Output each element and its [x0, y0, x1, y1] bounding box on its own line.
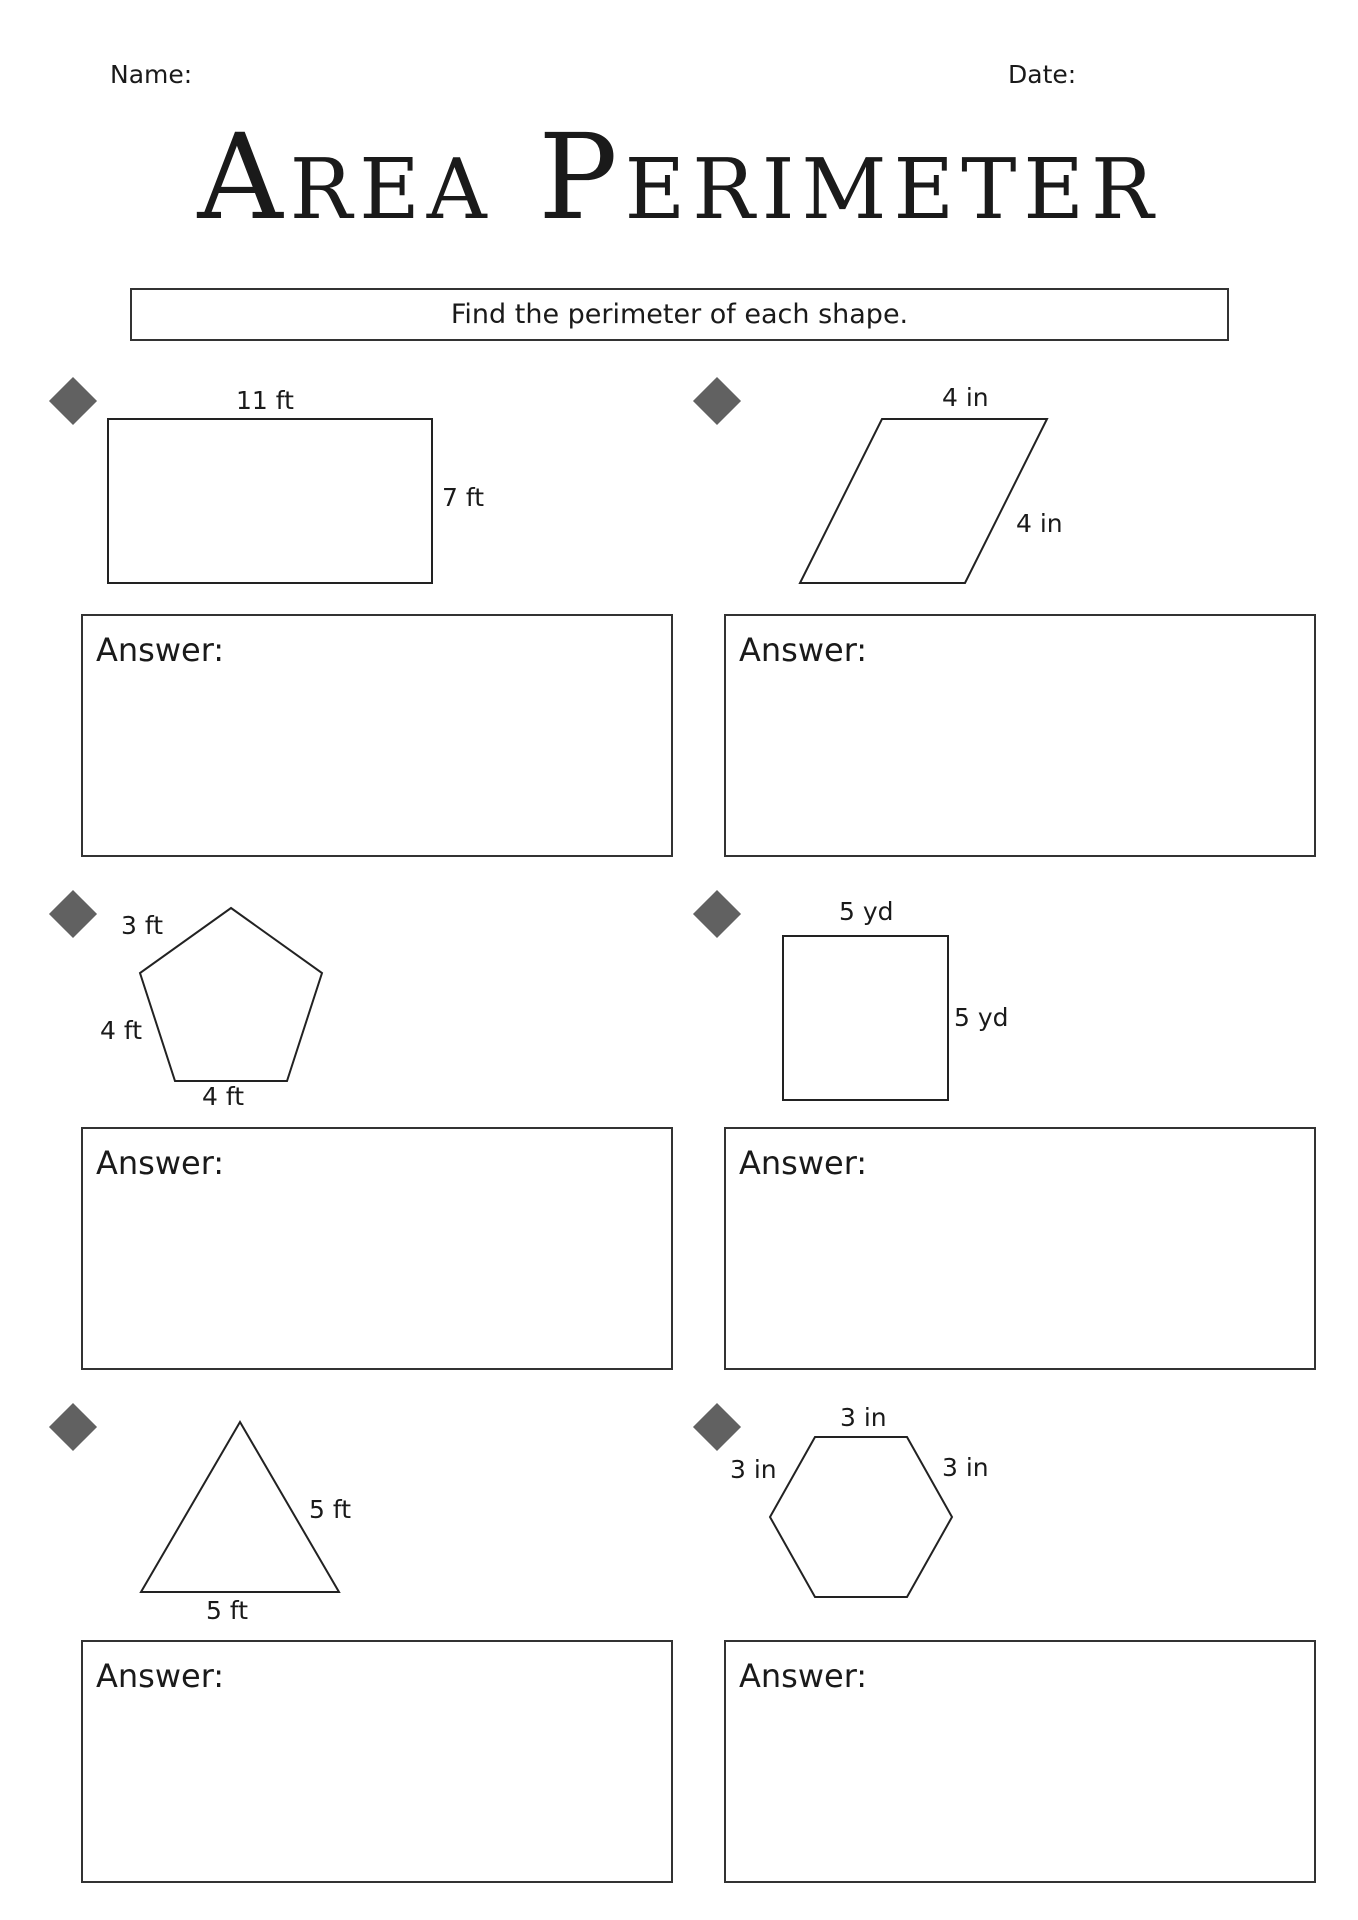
rectangle-shape: [108, 419, 432, 583]
triangle-side-label: 5 ft: [309, 1495, 352, 1524]
rhombus-side-label: 4 in: [1016, 509, 1063, 538]
square-top-label: 5 yd: [839, 897, 894, 926]
answer-box-6[interactable]: [724, 1640, 1316, 1883]
rectangle-side-label: 7 ft: [442, 483, 485, 512]
rhombus-shape: [800, 419, 1047, 583]
answer-box-4[interactable]: [724, 1127, 1316, 1370]
rectangle-top-label: 11 ft: [236, 386, 294, 415]
answer-box-5[interactable]: [81, 1640, 673, 1883]
answer-label: Answer:: [96, 631, 225, 669]
pentagon-top-side-label: 3 ft: [121, 911, 164, 940]
square-shape: [783, 936, 948, 1100]
answer-label: Answer:: [739, 1657, 868, 1695]
hexagon-left-label: 3 in: [730, 1455, 777, 1484]
answer-label: Answer:: [739, 631, 868, 669]
date-field-label: Date:: [1008, 60, 1077, 89]
name-field-label: Name:: [110, 60, 193, 89]
triangle-base-label: 5 ft: [206, 1596, 249, 1625]
square-side-label: 5 yd: [954, 1003, 1009, 1032]
answer-box-2[interactable]: [724, 614, 1316, 857]
pentagon-left-side-label: 4 ft: [100, 1016, 143, 1045]
answer-box-1[interactable]: [81, 614, 673, 857]
hexagon-top-label: 3 in: [840, 1403, 887, 1432]
answer-box-3[interactable]: [81, 1127, 673, 1370]
pentagon-bottom-side-label: 4 ft: [202, 1082, 245, 1111]
answer-label: Answer:: [96, 1657, 225, 1695]
hexagon-right-label: 3 in: [942, 1453, 989, 1482]
rhombus-top-label: 4 in: [942, 383, 989, 412]
answer-label: Answer:: [96, 1144, 225, 1182]
pentagon-shape: [140, 908, 322, 1081]
hexagon-shape: [770, 1437, 952, 1597]
worksheet-title: Area Perimeter: [197, 108, 1161, 246]
instructions-text: Find the perimeter of each shape.: [450, 299, 909, 330]
answer-label: Answer:: [739, 1144, 868, 1182]
